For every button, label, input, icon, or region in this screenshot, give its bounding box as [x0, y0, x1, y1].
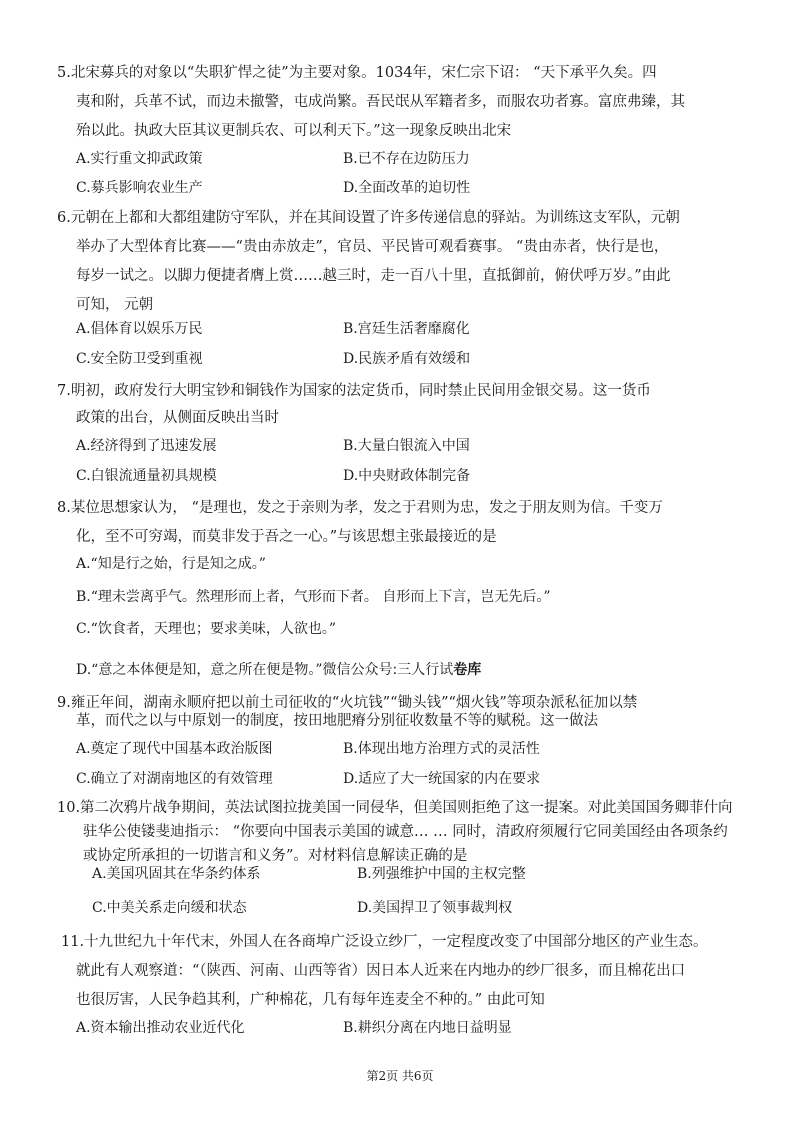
question-text-line: 革，而代之以与中原划一的制度，按田地肥瘠分别征收数量不等的赋税。这一做法 — [76, 713, 598, 729]
option-a: A.美国巩固其在华条约体系 — [92, 866, 261, 882]
option-a: A.倡体育以娱乐万民 — [76, 321, 203, 337]
option-c: C.“饮食者，天理也；要求美味，人欲也。” — [76, 621, 336, 637]
option-b: B.体现出地方治理方式的灵活性 — [343, 741, 540, 757]
option-c: C.确立了对湖南地区的有效管理 — [76, 771, 273, 787]
option-b: B.耕织分离在内地日益明显 — [343, 1020, 512, 1036]
option-c: C.安全防卫受到重视 — [76, 351, 203, 367]
watermark-text: 微信公众号:三人行试 — [322, 662, 454, 678]
option-b: B.“理未尝离乎气。然理形而上者，气形而下者。 自形而上下言，岂无先后。” — [76, 589, 551, 605]
option-d — [76, 660, 481, 680]
question-text-line: 10.第二次鸦片战争期间，英法试图拉拢美国一同侵华，但美国则拒绝了这一提案。对此美国国务卿菲什向 — [57, 800, 733, 816]
question-text-line: 驻华公使镂斐迪指示： “你要向中国表示美国的诚意… … 同时，清政府须履行它同美国经由各项条约 — [83, 824, 728, 840]
option-b: B.列强维护中国的主权完整 — [357, 866, 526, 882]
question-text-line: 举办了大型体育比赛——“贵由赤放走”，官员、平民皆可观看赛事。 “贵由赤者，快行是也， — [76, 239, 669, 255]
option-d: D.美国捍卫了领事裁判权 — [357, 900, 513, 916]
option-a: A.经济得到了迅速发展 — [76, 438, 217, 454]
question-text-line: 殆以此。执政大臣其议更制兵农、可以利天下。”这一现象反映出北宋 — [76, 123, 512, 139]
question-text-line: 11.十九世纪九十年代末，外国人在各商埠广泛设立纱厂，一定程度改变了中国部分地区的产业生态。 — [61, 934, 708, 950]
question-text-line: 5.北宋募兵的对象以“失职犷悍之徒”为主要对象。1034年，宋仁宗下诏： “天下承平久矣。四 — [57, 65, 657, 81]
option-a: A.实行重文抑武政策 — [76, 151, 203, 167]
question-text-line: 化，至不可穷竭，而莫非发于吾之一心。”与该思想主张最接近的是 — [76, 529, 497, 545]
option-c: C.募兵影响农业生产 — [76, 180, 203, 196]
question-text-line: 每岁一试之。以脚力便捷者膺上赏……越三时，走一百八十里，直抵御前，俯伏呼万岁。”由此 — [76, 268, 671, 284]
question-text-line: 就此有人观察道：“（陕西、河南、山西等省）因日本人近来在内地办的纱厂很多，而且棉花出口 — [76, 963, 686, 979]
question-text-line: 9.雍正年间，湖南永顺府把以前土司征收的“火坑钱”“锄头钱”“烟火钱”等项杂派私征加以禁 — [57, 695, 638, 711]
option-c: C.白银流通量初具规模 — [76, 468, 217, 484]
question-text-line: 7.明初，政府发行大明宝钞和铜钱作为国家的法定货币，同时禁止民间用金银交易。这一货币 — [57, 383, 651, 399]
page-footer: 第2页 共6页 — [366, 1069, 434, 1083]
question-text-line: 8.某位思想家认为， “是理也，发之于亲则为孝，发之于君则为忠，发之于朋友则为信。千变万 — [57, 500, 663, 516]
question-text-line: 也很厉害，人民争趋其利，广种棉花，几有每年连麦全不种的。” 由此可知 — [76, 992, 545, 1008]
option-c: C.中美关系走向缓和状态 — [92, 900, 247, 916]
option-a: A.“知是行之始，行是知之成。” — [76, 556, 266, 572]
option-b: B.大量白银流入中国 — [343, 438, 470, 454]
watermark-bold-text: 卷库 — [453, 662, 482, 678]
option-d: D.中央财政体制完备 — [343, 468, 471, 484]
option-a: A.奠定了现代中国基本政治版图 — [76, 741, 273, 757]
option-d: D.适应了大一统国家的内在要求 — [343, 771, 541, 787]
option-d: D.全面改革的迫切性 — [343, 180, 471, 196]
option-b: B.已不存在边防压力 — [343, 151, 470, 167]
option-b: B.宫廷生活奢靡腐化 — [343, 321, 470, 337]
option-a: A.资本输出推动农业近代化 — [76, 1020, 245, 1036]
question-text-line: 或协定所承担的一切谐言和义务”。对材料信息解读正确的是 — [83, 848, 468, 864]
question-text-line: 夷和附，兵革不试，而边未撤警，屯成尚繁。吾民氓从军籍者多，而服农功者寡。富庶弗臻，其 — [76, 94, 685, 110]
question-text-line: 6.元朝在上都和大都组建防守军队，并在其间设置了许多传递信息的驿站。为训练这支军队，元朝 — [57, 210, 680, 226]
question-text-line: 政策的出台，从侧面反映出当时 — [76, 410, 279, 426]
option-d: D.民族矛盾有效缓和 — [343, 351, 471, 367]
watermark — [323, 662, 482, 678]
question-text-line: 可知， 元朝 — [76, 297, 154, 313]
option-d-text: D.“意之本体便是知，意之所在便是物。” — [76, 662, 323, 678]
